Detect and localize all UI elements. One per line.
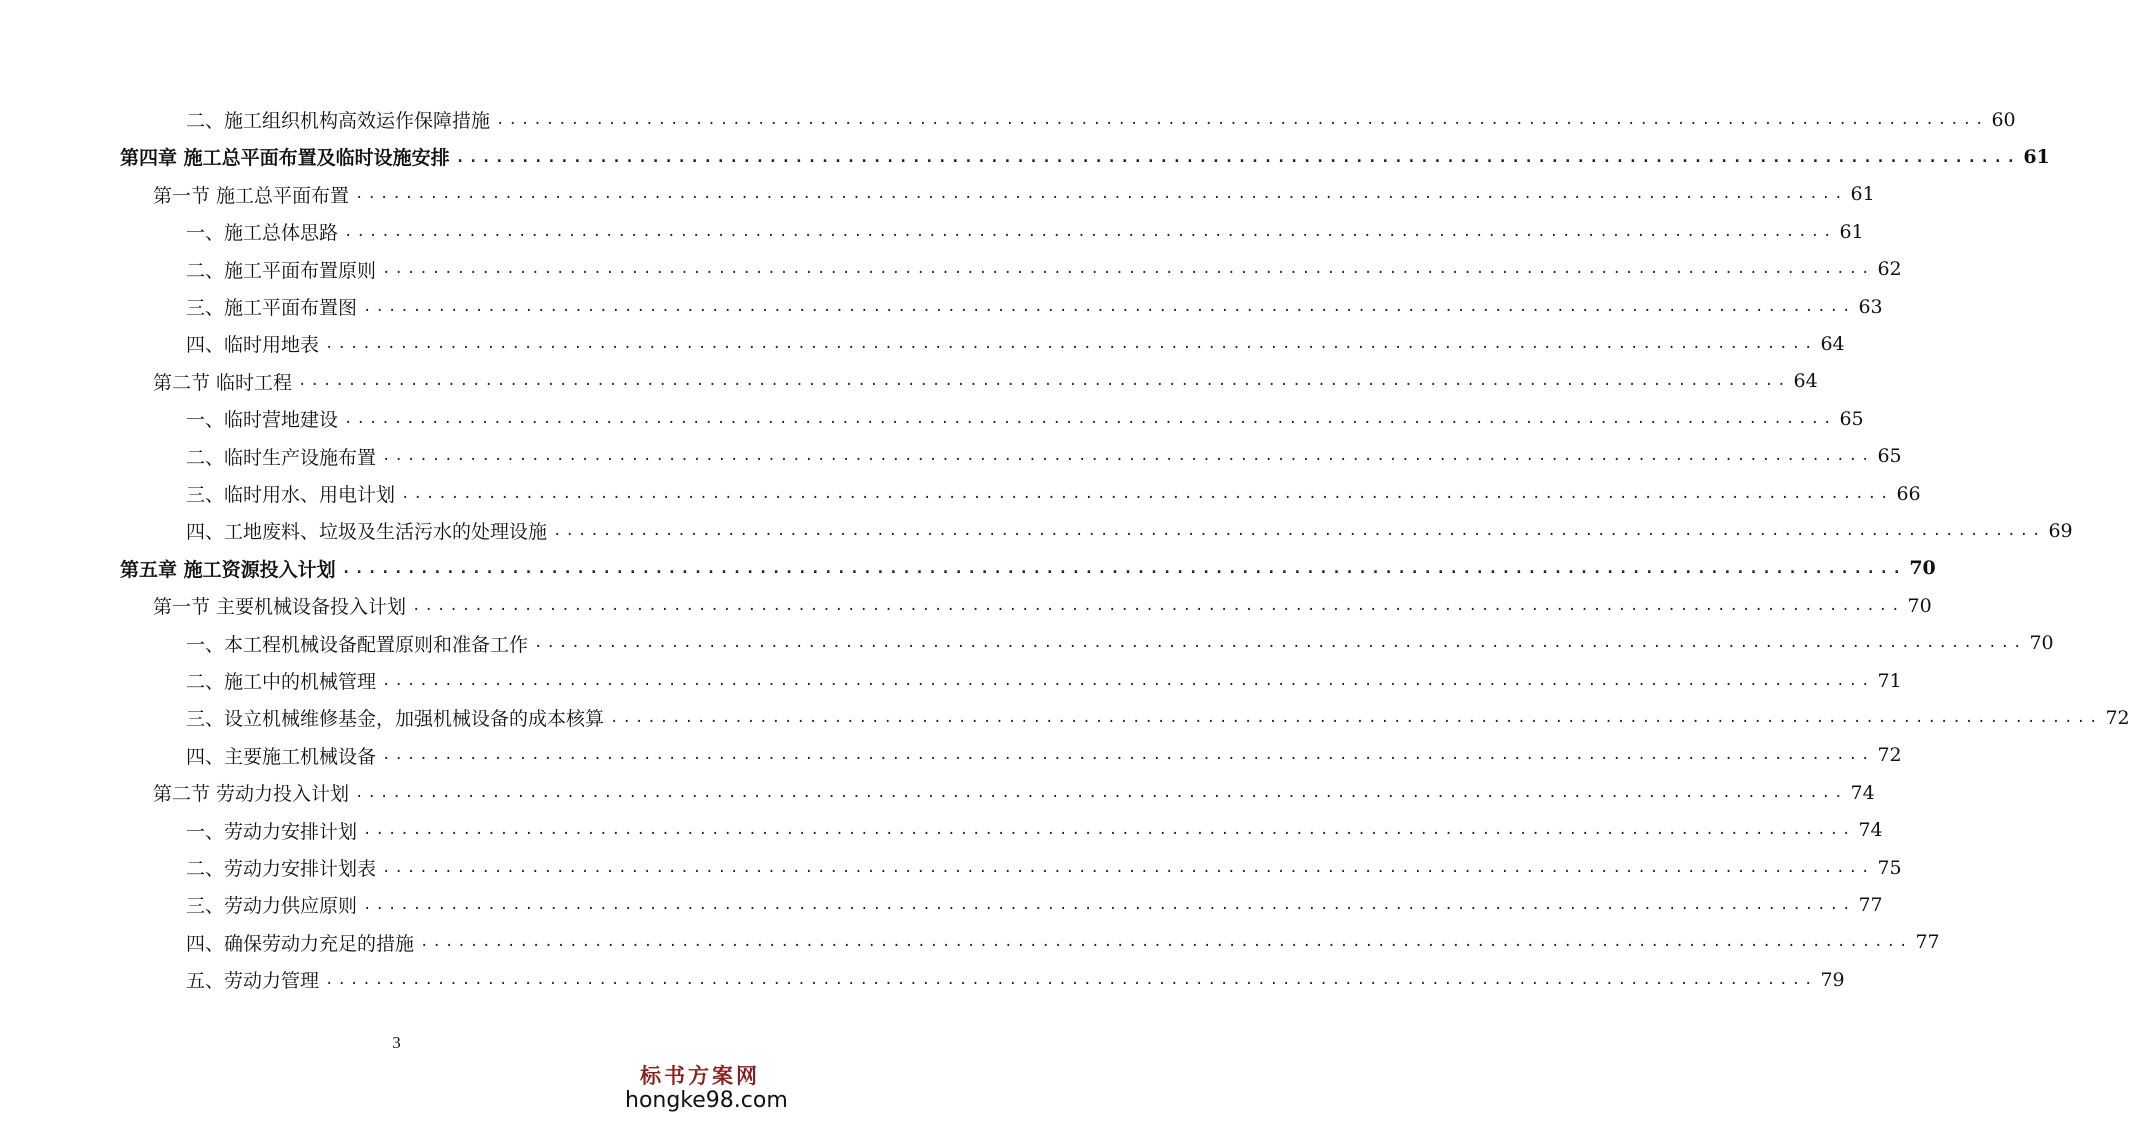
toc-entry — [0, 550, 1936, 587]
toc-entry-title: 三、劳动力供应原则 — [186, 895, 358, 918]
toc-entry — [0, 587, 1932, 624]
toc-entry-title: 三、设立机械维修基金，加强机械设备的成本核算 — [186, 708, 605, 731]
toc-entry-page: 79 — [1820, 968, 1845, 991]
toc-entry-page: 70 — [1909, 557, 1936, 580]
toc-entry-page: 75 — [1877, 856, 1902, 879]
toc-entry-page: 64 — [1820, 332, 1845, 355]
toc-entry-page: 71 — [1877, 669, 1902, 692]
toc-entry-title: 第五章 施工资源投入计划 — [120, 558, 336, 581]
toc-entry-title: 一、劳动力安排计划 — [186, 820, 358, 843]
toc-entry — [0, 774, 1875, 811]
toc-leader-dots: ........................................................................................................................ — [363, 896, 1855, 913]
toc-entry — [0, 325, 1845, 362]
toc-entry — [0, 512, 2073, 549]
toc-leader-dots: ........................................................................................................................ — [382, 672, 1874, 689]
toc-entry-page: 62 — [1877, 258, 1902, 281]
toc-entry-title: 三、施工平面布置图 — [186, 297, 358, 319]
page-number: 3 — [392, 1033, 401, 1052]
toc-entry-title: 一、本工程机械设备配置原则和准备工作 — [186, 633, 529, 656]
toc-leader-dots: ........................................................................................................................ — [401, 485, 1893, 502]
toc-leader-dots: ........................................................................................................................ — [455, 147, 2020, 166]
toc-entry-title: 二、施工中的机械管理 — [186, 671, 377, 693]
toc-entry — [0, 251, 1902, 288]
toc-entry — [0, 662, 1902, 699]
toc-entry — [0, 176, 1875, 213]
watermark-title: 标书方案网 — [640, 1063, 760, 1088]
toc-entry-page: 61 — [1839, 220, 1864, 243]
toc-entry — [0, 961, 1845, 998]
toc-entry-title: 四、工地废料、垃圾及生活污水的处理设施 — [186, 521, 548, 544]
toc-entry — [0, 138, 2050, 175]
toc-entry-title: 二、施工组织机构高效运作保障措施 — [186, 110, 491, 132]
toc-entry — [0, 886, 1883, 923]
toc-entry-page: 74 — [1850, 781, 1875, 804]
toc-entry-page: 61 — [1850, 183, 1875, 206]
toc-leader-dots: ........................................................................................................................ — [355, 186, 1847, 203]
toc-entry — [0, 213, 1864, 250]
toc-entry-title: 第二节 临时工程 — [153, 371, 293, 394]
toc-entry — [0, 400, 1864, 437]
toc-entry-title: 三、临时用水、用电计划 — [186, 484, 396, 506]
toc-entry-page: 70 — [1907, 594, 1932, 617]
toc-entry-title: 第一节 施工总平面布置 — [153, 184, 350, 207]
toc-entry-title: 第四章 施工总平面布置及临时设施安排 — [120, 147, 450, 170]
toc-entry-page: 64 — [1793, 370, 1818, 393]
toc-entry-page: 69 — [2048, 519, 2073, 542]
toc-entry-title: 二、施工平面布置原则 — [186, 259, 377, 282]
toc-entry-title: 第二节 劳动力投入计划 — [153, 783, 350, 806]
toc-entry-page: 65 — [1839, 407, 1864, 430]
toc-leader-dots: ........................................................................................................................ — [610, 709, 2102, 726]
toc-leader-dots: ........................................................................................................................ — [363, 298, 1855, 315]
watermark-url: hongke98.com — [625, 1088, 788, 1113]
toc-entry — [0, 625, 2054, 662]
toc-leader-dots: ........................................................................................................................ — [325, 971, 1817, 988]
toc-entry-page: 61 — [2023, 145, 2050, 168]
toc-entry — [0, 737, 1902, 774]
toc-leader-dots: ........................................................................................................................ — [325, 335, 1817, 352]
toc-leader-dots: ........................................................................................................................ — [344, 410, 1836, 427]
toc-entry-title: 一、施工总体思路 — [186, 222, 339, 245]
toc-entry-title: 四、主要施工机械设备 — [186, 745, 377, 768]
toc-entry-page: 74 — [1858, 819, 1883, 842]
toc-leader-dots: ........................................................................................................................ — [298, 373, 1790, 390]
toc-entry — [0, 699, 2130, 736]
toc-entry-title: 五、劳动力管理 — [186, 970, 320, 993]
toc-entry — [0, 849, 1902, 886]
toc-entry — [0, 288, 1883, 325]
toc-entry-page: 65 — [1877, 445, 1902, 468]
toc-entry — [0, 101, 2016, 138]
toc-leader-dots: ........................................................................................................................ — [412, 597, 1904, 614]
toc-entry — [0, 475, 1921, 512]
toc-entry-title: 一、临时营地建设 — [186, 409, 339, 432]
toc-entry-page: 77 — [1858, 893, 1883, 916]
toc-leader-dots: ........................................................................................................................ — [420, 934, 1912, 951]
toc-entry-title: 四、确保劳动力充足的措施 — [186, 932, 415, 955]
toc-entry-title: 第一节 主要机械设备投入计划 — [153, 596, 407, 619]
toc-entry-page: 63 — [1858, 295, 1883, 318]
toc-leader-dots: ........................................................................................................................ — [534, 635, 2026, 652]
watermark-logo — [625, 1063, 788, 1114]
toc-leader-dots: ........................................................................................................................ — [355, 784, 1847, 801]
toc-leader-dots: ........................................................................................................................ — [496, 111, 1988, 128]
toc-entry-page: 72 — [2105, 706, 2130, 729]
toc-leader-dots: ........................................................................................................................ — [382, 448, 1874, 465]
toc-leader-dots: ........................................................................................................................ — [553, 522, 2045, 539]
toc-entry — [0, 924, 1940, 961]
toc-leader-dots: ........................................................................................................................ — [341, 559, 1906, 578]
toc-entry — [0, 812, 1883, 849]
toc-entry-title: 二、临时生产设施布置 — [186, 446, 377, 469]
toc-entry-page: 70 — [2029, 632, 2054, 655]
toc-entry — [0, 363, 1818, 400]
toc-entry-title: 四、临时用地表 — [186, 334, 320, 357]
toc-entry — [0, 438, 1902, 475]
toc-leader-dots: ........................................................................................................................ — [382, 747, 1874, 764]
toc-entry-page: 66 — [1896, 482, 1921, 505]
toc-leader-dots: ........................................................................................................................ — [382, 859, 1874, 876]
toc-entry-page: 72 — [1877, 744, 1902, 767]
toc-entry-title: 二、劳动力安排计划表 — [186, 858, 377, 880]
toc-leader-dots: ........................................................................................................................ — [344, 223, 1836, 240]
toc-entry-page: 60 — [1991, 108, 2016, 131]
toc-leader-dots: ........................................................................................................................ — [363, 822, 1855, 839]
toc-leader-dots: ........................................................................................................................ — [382, 261, 1874, 278]
toc-entry-page: 77 — [1915, 931, 1940, 954]
